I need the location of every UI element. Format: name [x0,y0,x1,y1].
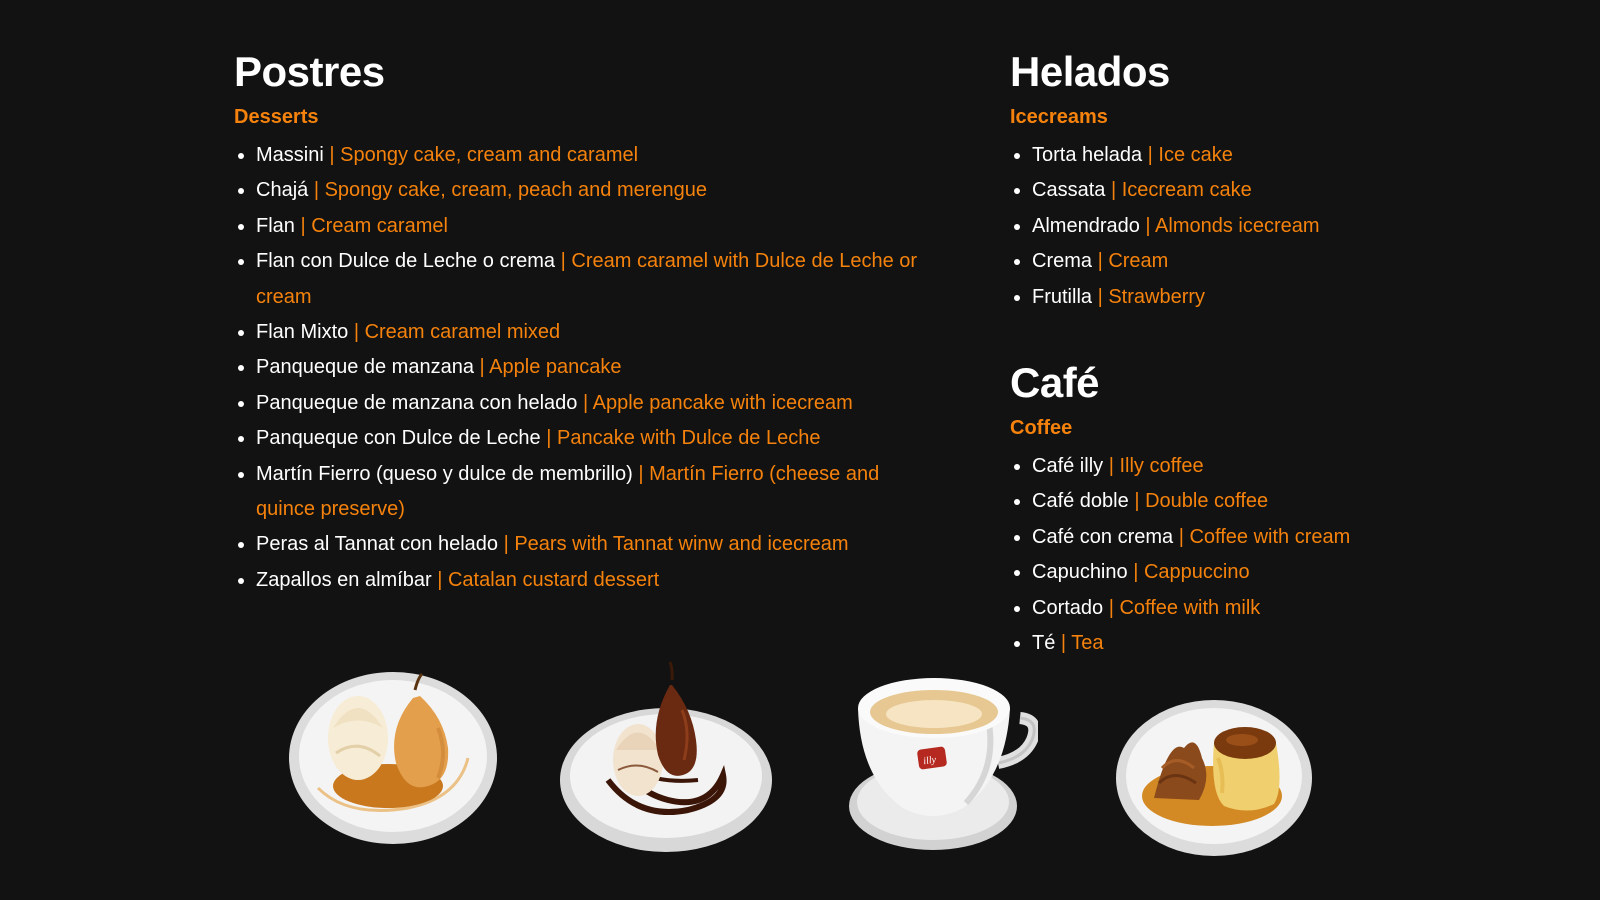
illy-coffee-cup-photo [848,668,1038,853]
desserts-subtitle: Desserts [234,106,319,128]
coffee-title: Café [1010,359,1100,407]
list-item [1032,484,1470,519]
list-item [256,527,934,562]
list-item [256,457,934,528]
icecreams-subtitle: Icecreams [1010,106,1108,128]
icecreams-title: Helados [1010,48,1170,95]
item-es: Panqueque con Dulce de Leche [256,427,541,450]
item-en: | Cappuccino [1133,561,1250,584]
item-es: Panqueque de manzana con helado [256,391,578,414]
photo-strip [0,660,1600,900]
item-es: Peras al Tannat con helado [256,533,499,556]
list-item [1032,173,1470,208]
list-item [256,350,934,385]
item-en: | Pancake with Dulce de Leche [546,427,821,450]
list-item [256,173,934,208]
chocolate-pear-plate-photo [558,660,773,855]
icecreams-section [1010,44,1470,315]
item-es: Té [1032,632,1056,655]
item-en: | Almonds icecream [1145,214,1320,237]
item-es: Almendrado [1032,214,1140,237]
item-en: | Spongy cake, cream and caramel [329,144,639,166]
item-en: | Cream caramel mixed [353,321,561,344]
item-en: | Tea [1060,632,1104,655]
item-es: Torta helada [1032,144,1143,166]
list-item [256,244,934,315]
coffee-subtitle: Coffee [1010,417,1073,440]
item-es: Capuchino [1032,561,1128,584]
item-en: | Coffee with milk [1108,596,1261,619]
item-es: Martín Fierro (queso y dulce de membrillo) [256,462,633,485]
list-item [256,421,934,456]
item-en: | Apple pancake [479,356,622,379]
item-es: Flan con Dulce de Leche o crema [256,250,556,273]
item-es: Panqueque de manzana [256,356,474,379]
flan-dulce-de-leche-plate-photo [1114,698,1314,858]
list-item [1032,280,1470,315]
item-en: | Cream caramel with Dulce de Leche or cream [256,250,918,308]
item-en: | Catalan custard dessert [437,568,660,591]
item-es: Flan [256,214,295,237]
item-es: Massini [256,144,324,166]
item-es: Flan Mixto [256,321,349,344]
list-item [256,386,934,421]
list-item [1032,138,1470,173]
illy-logo-text: illy [922,754,937,768]
item-es: Café doble [1032,490,1129,513]
item-es: Cortado [1032,596,1104,619]
coffee-list [1010,449,1470,661]
item-en: | Apple pancake with icecream [582,391,853,414]
item-en: | Icecream cake [1110,179,1252,202]
coffee-section [1010,355,1470,661]
list-item [256,209,934,244]
item-en: | Ice cake [1147,144,1233,166]
list-item [1032,555,1470,590]
right-column [1010,44,1470,661]
item-en: | Double coffee [1134,490,1269,513]
desserts-section [234,44,934,598]
item-en: | Cream [1097,250,1169,273]
list-item [1032,520,1470,555]
item-en: | Spongy cake, cream, peach and merengue [313,179,708,202]
pear-cream-plate-photo [288,668,498,848]
item-en: | Illy coffee [1108,455,1204,478]
icecreams-list [1010,138,1470,315]
list-item [256,315,934,350]
desserts-title: Postres [234,48,385,95]
item-es: Cassata [1032,179,1106,202]
item-es: Crema [1032,250,1093,273]
list-item [1032,449,1470,484]
list-item [256,563,934,598]
item-es: Zapallos en almíbar [256,568,432,591]
item-es: Frutilla [1032,285,1093,308]
list-item [1032,591,1470,626]
list-item [256,138,934,173]
item-es: Café con crema [1032,525,1174,548]
item-es: Café illy [1032,455,1104,478]
desserts-list [234,138,934,598]
item-en: | Pears with Tannat winw and icecream [503,533,849,556]
list-item [1032,626,1470,661]
list-item [1032,244,1470,279]
item-en: | Coffee with cream [1178,525,1351,548]
item-en: | Cream caramel [300,214,448,237]
item-en: | Martín Fierro (cheese and quince preserve) [256,462,880,521]
item-en: | Strawberry [1097,285,1206,308]
item-es: Chajá [256,179,309,202]
list-item [1032,209,1470,244]
